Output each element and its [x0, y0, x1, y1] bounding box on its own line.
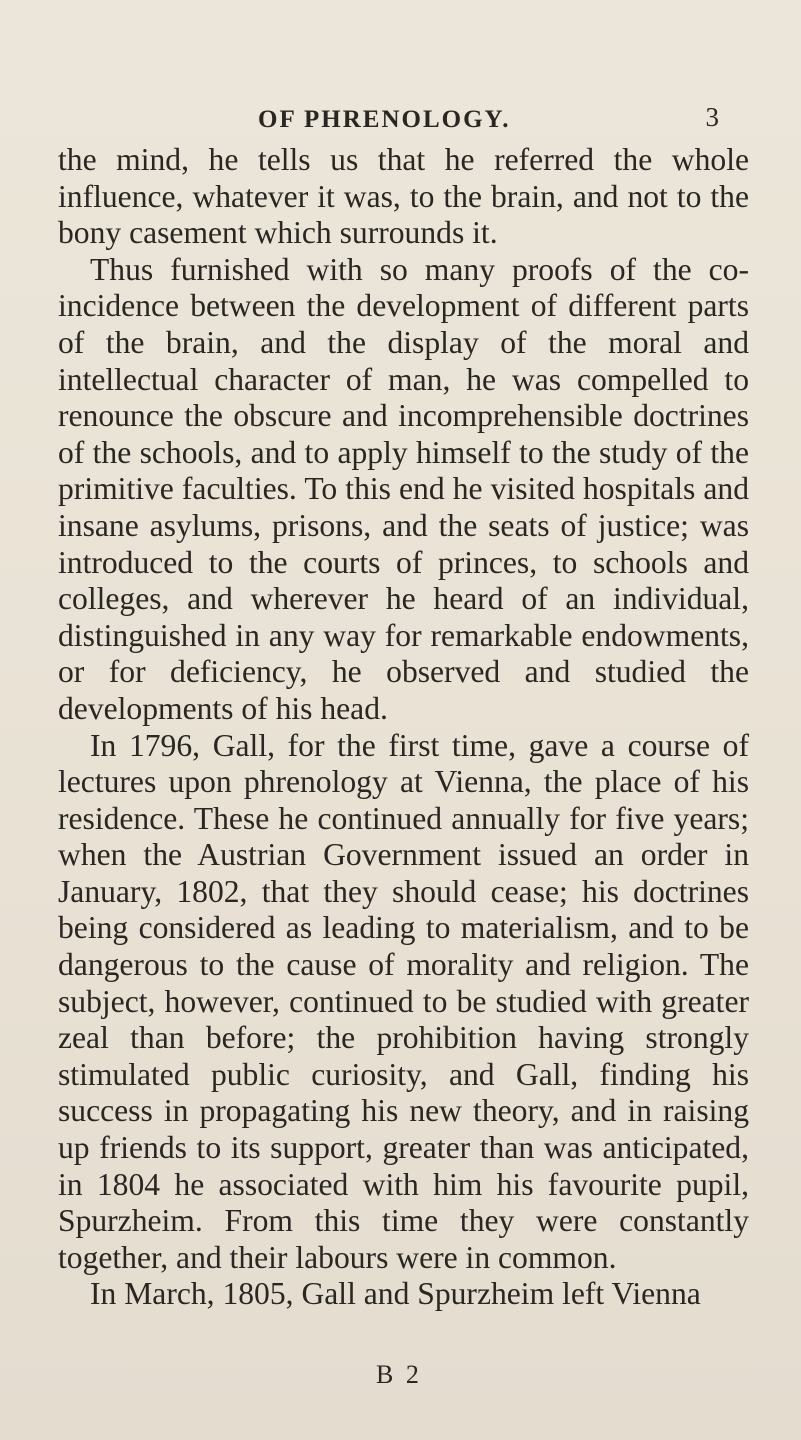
paragraph-proofs: Thus furnished with so many proofs of the co-incidence between the development of different parts of the brain, and the display of the moral and intellectual character of man, he was compelled to renounce the obscure and incomprehensible doctrines of the schools, and to apply himself to the study of the primitive faculties. To this end he visited hospitals and insane asylums, prisons, and the seats of justice; was introduced to the courts of princes, to schools and colleges, and wherever he heard of an individual, distinguished in any way for remarkable endowments, or for deficiency, he observed and studied the developments of his head.: [58, 251, 749, 726]
running-title: OF PHRENOLOGY.: [258, 106, 511, 133]
running-head: [58, 98, 749, 138]
paragraph-departure: In March, 1805, Gall and Spurzheim left Vienna: [90, 1276, 701, 1312]
page-number: 3: [705, 102, 719, 132]
signature-mark: B 2: [376, 1360, 422, 1389]
paragraph-lectures: In 1796, Gall, for the first time, gave a course of lectures upon phrenology at Vienna, the place of his residence. These he continued annually for five years; when the Austrian Government issued an order in January, 1802, that they should cease; his doctrines being considered as leading to materialism, and to be dangerous to the cause of morality and religion. The subject, however, continued to be studied with greater zeal than before; the prohibition having strongly stimulated public curiosity, and Gall, finding his success in propagating his new theory, and in raising up friends to its support, greater than was anticipated, in 1804 he associated with him his favourite pupil, Spurzheim. From this time they were constantly together, and their labours were in common.: [58, 727, 749, 1275]
paragraph-continuation: the mind, he tells us that he referred the whole influence, whatever it was, to the brain, and not to the bony casement which surrounds it.: [58, 142, 749, 251]
body-text: [58, 142, 749, 1313]
